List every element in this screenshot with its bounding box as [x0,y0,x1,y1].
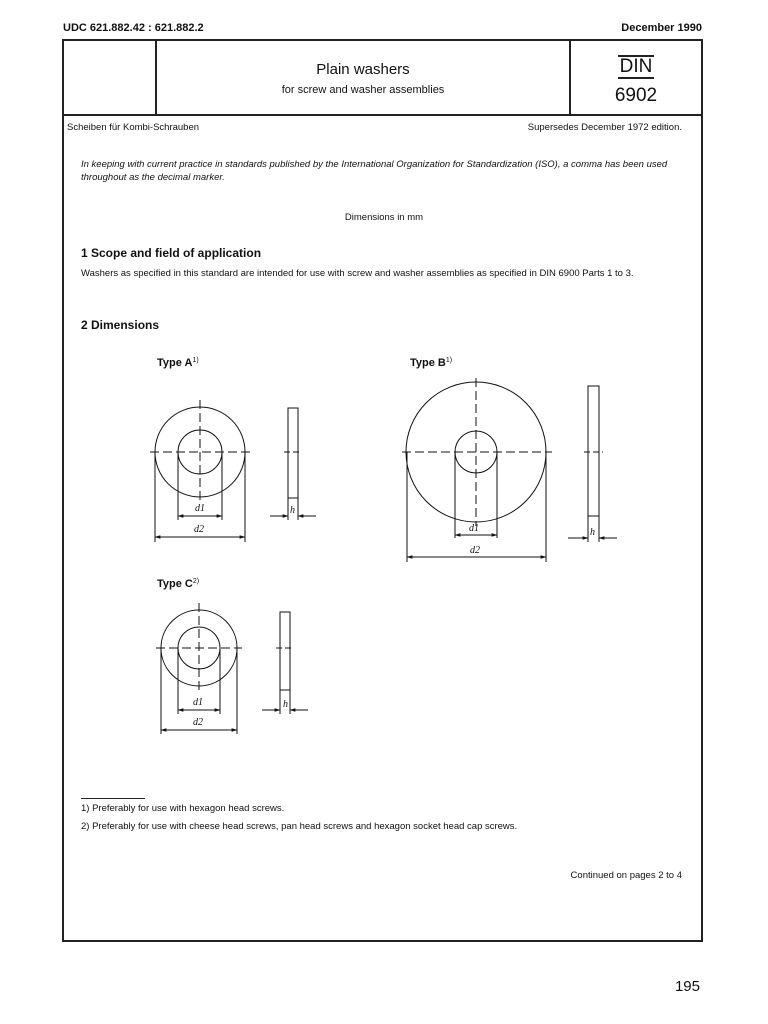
type-a-side-view [270,408,316,520]
type-c-front-view [156,603,242,734]
supersedes-note: Supersedes December 1972 edition. [527,122,682,133]
type-b-d2-label: d2 [470,545,480,556]
section-2-heading: 2 Dimensions [81,318,160,332]
german-title: Scheiben für Kombi-Schrauben [67,122,200,133]
type-b-note: 1) [445,357,453,364]
document-title: Plain washers [316,61,410,78]
type-a-h-label: h [290,505,295,516]
type-b-front-view [402,378,552,562]
type-a-d1-label: d1 [195,503,205,514]
type-b-side-view [568,386,617,542]
section-1-heading: 1 Scope and field of application [81,246,262,260]
decimal-marker-note: In keeping with current practice in standards published by the International Organization for Standardization (ISO), a comma has been used throughout as the decimal marker. [81,159,668,183]
publication-date: December 1990 [621,22,702,34]
footnote-1: 1) Preferably for use with hexagon head screws. [81,803,285,814]
type-b-h-label: h [590,527,595,538]
type-a-front-view [150,400,250,542]
type-c-text: Type C [157,578,193,590]
type-c-h-label: h [283,699,288,710]
type-a-note: 1) [192,357,199,364]
type-c-d2-label: d2 [193,717,203,728]
type-a-text: Type A [157,357,193,369]
dimensions-note: Dimensions in mm [344,212,424,223]
type-b-text: Type B [410,357,446,369]
type-c-note: 2) [192,578,200,585]
page-number: 195 [674,978,700,995]
type-a-d2-label: d2 [194,524,204,535]
section-1-body: Washers as specified in this standard are intended for use with screw and washer assemblies as specified in DIN 6900 Parts 1 to 3. [81,268,634,279]
din-number: 6902 [614,85,658,106]
din-word: DIN [619,56,653,77]
footnote-2: 2) Preferably for use with cheese head screws, pan head screws and hexagon socket head cap screws. [81,821,518,832]
type-c-d1-label: d1 [193,697,203,708]
continued-note: Continued on pages 2 to 4 [570,870,682,881]
udc-code: UDC 621.882.42 : 621.882.2 [63,22,204,34]
type-b-d1-label: d1 [469,523,479,534]
document-subtitle: for screw and washer assemblies [281,84,445,96]
footnote-separator [81,798,145,799]
